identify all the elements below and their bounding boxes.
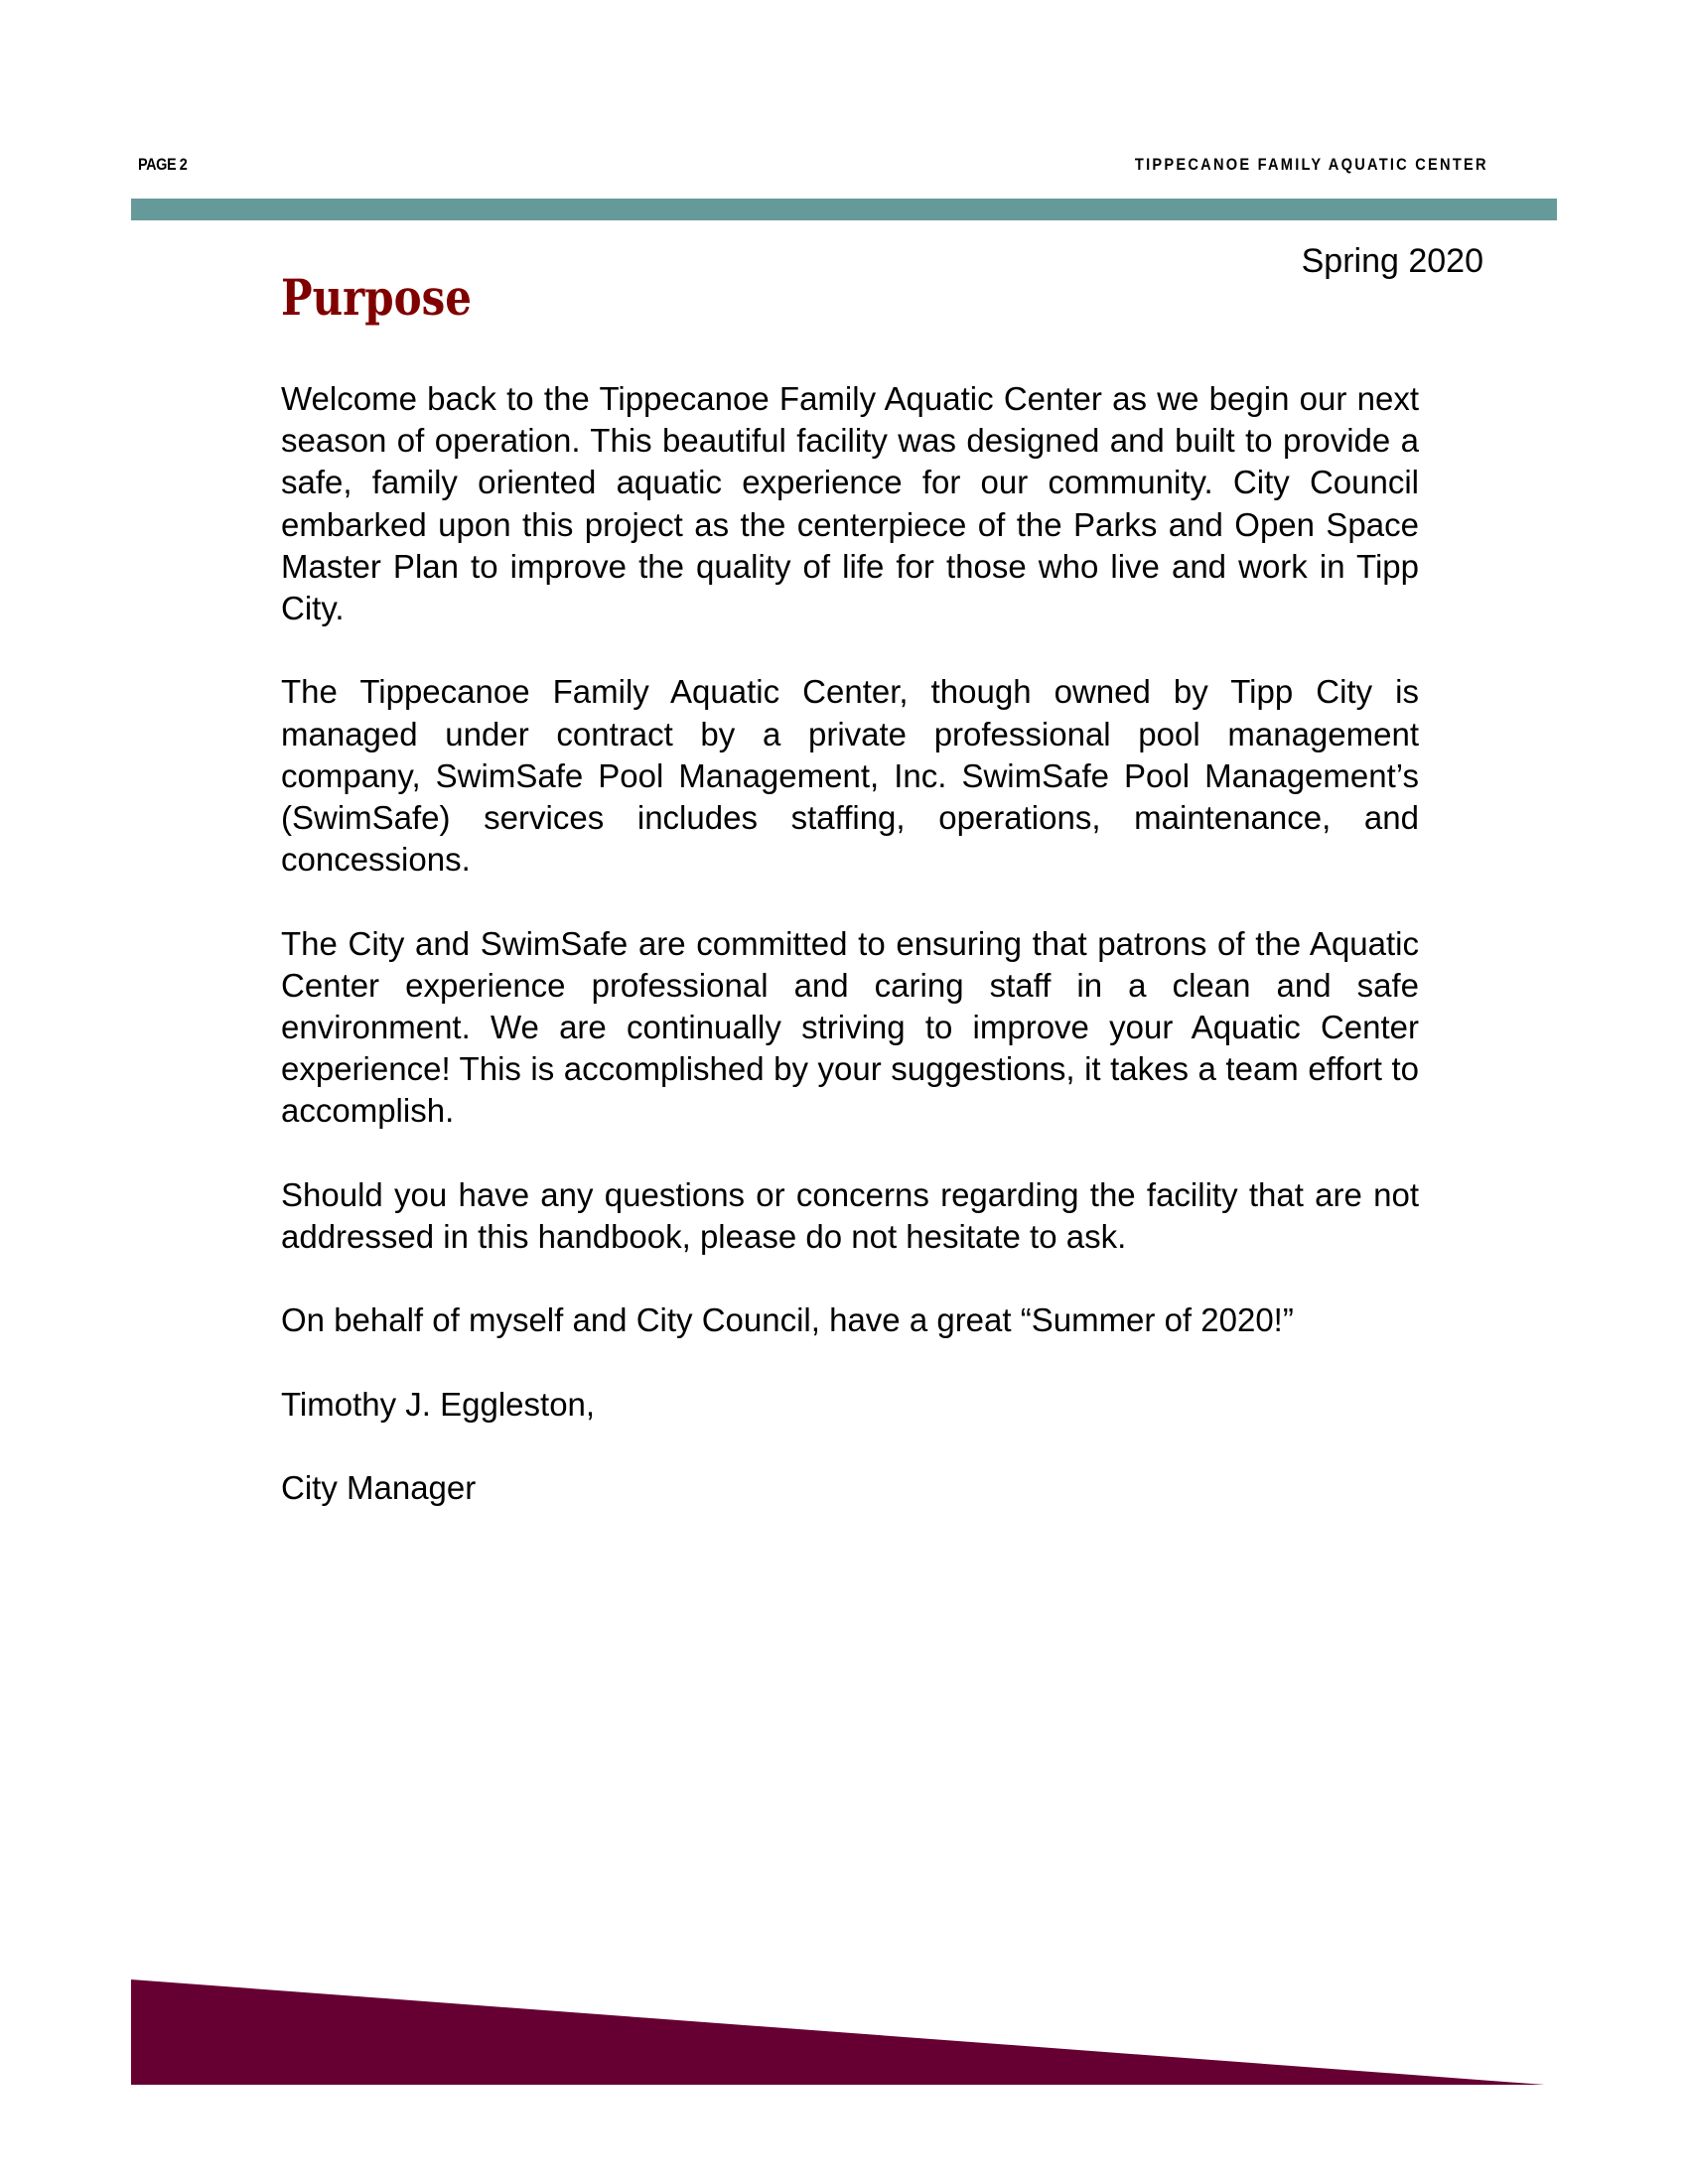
section-title: Purpose	[281, 268, 473, 327]
issue-date: Spring 2020	[1301, 242, 1483, 280]
header-divider-bar	[131, 199, 1557, 220]
paragraph-commitment: The City and SwimSafe are committed to ensuring that patrons of the Aquatic Center experience professional and caring staff in a clean and safe environment. We are continually striving to improve your Aquatic Center experience! This is accomplished by your suggestions, it takes a team effort to accomplish.	[281, 924, 1419, 1130]
page-number: PAGE 2	[138, 155, 188, 174]
paragraph-questions: Should you have any questions or concerns regarding the facility that are not addressed in this handbook, please do not hesitate to ask.	[281, 1175, 1419, 1256]
paragraph-closing: On behalf of myself and City Council, have a great “Summer of 2020!”	[281, 1301, 1294, 1339]
header-org-title: TIPPECANOE FAMILY AQUATIC CENTER	[1135, 155, 1488, 174]
paragraph-management: The Tippecanoe Family Aquatic Center, though owned by Tipp City is managed under contract by a private professional pool management company, SwimSafe Pool Management, Inc. SwimSafe Pool Management’s (SwimSafe) services includes staffing, operations, maintenance, and concessions.	[281, 673, 1419, 879]
signature-block	[281, 1384, 1419, 1510]
signature-role: City Manager	[281, 1469, 477, 1507]
footer-wedge-shape	[131, 1979, 1545, 2085]
signature-name: Timothy J. Eggleston,	[281, 1385, 596, 1423]
body-text	[281, 378, 1419, 1552]
paragraph-welcome: Welcome back to the Tippecanoe Family Aquatic Center as we begin our next season of operation. This beautiful facility was designed and built to provide a safe, family oriented aquatic experience for our community. City Council embarked upon this project as the centerpiece of the Parks and Open Space Master Plan to improve the quality of life for those who live and work in Tipp City.	[281, 380, 1419, 627]
footer-wedge	[131, 1979, 1545, 2085]
